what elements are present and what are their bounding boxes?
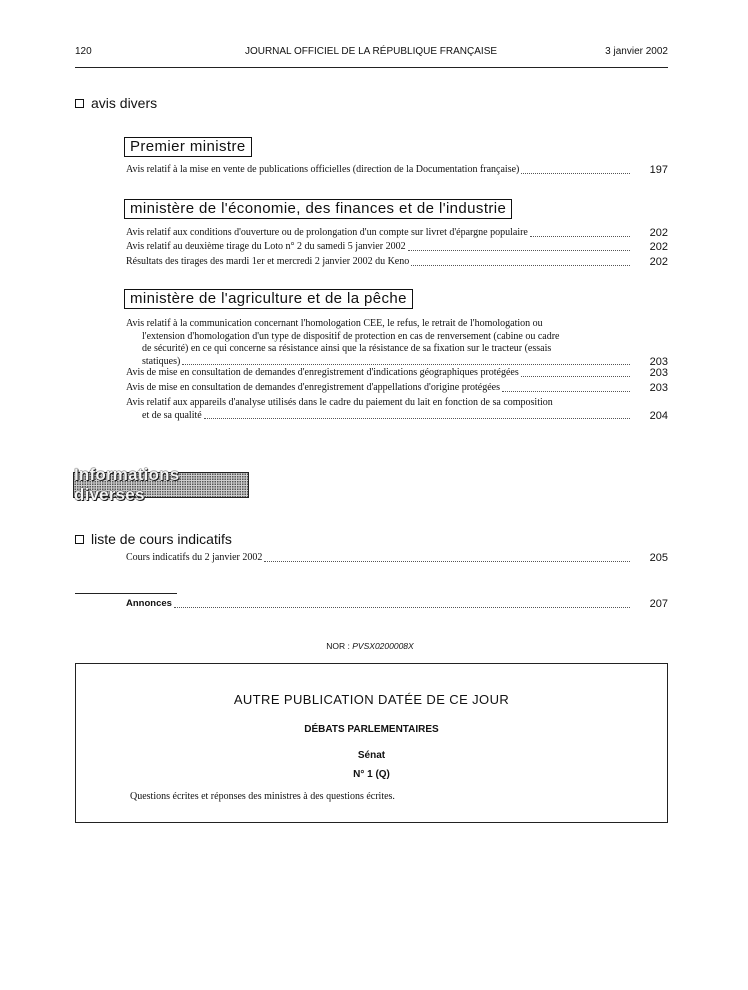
toc-entry-text: Cours indicatifs du 2 janvier 2002 xyxy=(126,552,263,563)
toc-entry-text: Avis de mise en consultation de demandes d'enregistrement d'indications géographiques protégées xyxy=(126,367,519,378)
nor-code: PVSX0200008X xyxy=(352,641,414,651)
toc-entry-text: Avis relatif aux conditions d'ouverture ou de prolongation d'un compte sur livret d'épargne populaire xyxy=(126,227,528,238)
toc-entry-text: Avis de mise en consultation de demandes d'enregistrement d'appellations d'origine protégées xyxy=(126,382,501,393)
toc-entry-line: l'extension d'homologation d'un type de dispositif de protection en cas de renversement (cabine ou cadre xyxy=(142,330,560,342)
leader-dots xyxy=(502,390,630,392)
autre-publication-subtitle: DÉBATS PARLEMENTAIRES xyxy=(304,724,439,735)
leader-dots xyxy=(408,249,630,251)
informations-diverses-banner xyxy=(73,465,249,504)
toc-entry[interactable] xyxy=(126,256,668,269)
leader-dots xyxy=(521,375,630,377)
leader-dots xyxy=(521,172,630,174)
section-liste-cours xyxy=(75,531,232,547)
page-number: 120 xyxy=(75,46,92,57)
toc-entry[interactable] xyxy=(126,318,668,368)
nor-label: NOR : xyxy=(326,641,350,651)
checkbox-square-icon xyxy=(75,535,84,544)
ministry-heading-economie: ministère de l'économie, des finances et de l'industrie xyxy=(124,199,512,219)
toc-page: 202 xyxy=(649,241,668,253)
leader-dots xyxy=(530,235,630,237)
toc-entry[interactable] xyxy=(126,241,668,254)
toc-entry-line: Avis relatif à la communication concernant l'homologation CEE, le refus, le retrait de l'homologation ou xyxy=(126,318,543,329)
toc-page: 202 xyxy=(649,256,668,268)
toc-entry-text: Résultats des tirages des mardi 1er et mercredi 2 janvier 2002 du Keno xyxy=(126,256,410,267)
toc-page: 202 xyxy=(649,227,668,239)
nor-reference xyxy=(0,641,744,651)
ministry-heading-agriculture: ministère de l'agriculture et de la pêche xyxy=(124,289,413,309)
toc-entry-line: statiques) xyxy=(142,355,181,367)
toc-entry[interactable] xyxy=(126,382,668,395)
toc-entry[interactable] xyxy=(126,227,668,240)
leader-dots xyxy=(411,264,630,266)
toc-entry-text: Avis relatif au deuxième tirage du Loto n° 2 du samedi 5 janvier 2002 xyxy=(126,241,406,252)
section-heading: avis divers xyxy=(91,95,158,111)
autre-publication-title: AUTRE PUBLICATION DATÉE DE CE JOUR xyxy=(233,692,510,707)
toc-page: 203 xyxy=(649,382,668,394)
section-avis-divers xyxy=(75,95,157,111)
toc-entry-line: et de sa qualité xyxy=(142,409,202,421)
toc-page: 204 xyxy=(649,409,668,422)
toc-entry-line: Avis relatif aux appareils d'analyse utilisés dans le cadre du paiement du lait en fonction de sa composition xyxy=(126,397,553,408)
toc-page: 197 xyxy=(649,164,668,176)
toc-entry[interactable] xyxy=(126,552,668,565)
toc-page: 207 xyxy=(649,598,668,610)
banner-label: Informations diverses xyxy=(74,465,180,504)
autre-publication-description: Questions écrites et réponses des ministres à des questions écrites. xyxy=(130,791,395,802)
toc-entry-line: de sécurité) en ce qui concerne sa résistance ainsi que la résistance de sa fixation sur le tracteur (essais xyxy=(142,343,552,354)
section-heading: liste de cours indicatifs xyxy=(91,531,232,547)
checkbox-square-icon xyxy=(75,99,84,108)
toc-page: 203 xyxy=(649,367,668,379)
toc-entry-text: Annonces xyxy=(126,598,172,609)
header-rule xyxy=(75,67,668,68)
toc-entry[interactable] xyxy=(126,367,668,380)
autre-publication-box xyxy=(75,663,668,823)
separator-rule xyxy=(75,593,177,594)
leader-dots xyxy=(264,560,630,562)
autre-publication-chamber: Sénat xyxy=(357,750,386,761)
toc-entry-text: Avis relatif à la mise en vente de publications officielles (direction de la Documentation française) xyxy=(126,164,520,175)
autre-publication-number: N° 1 (Q) xyxy=(353,769,390,780)
leader-dots xyxy=(204,417,630,419)
journal-title: JOURNAL OFFICIEL DE LA RÉPUBLIQUE FRANÇAISE xyxy=(244,46,498,57)
toc-entry[interactable] xyxy=(126,164,668,177)
toc-page: 203 xyxy=(649,355,668,368)
header-date: 3 janvier 2002 xyxy=(605,46,668,57)
ministry-heading-premier-ministre: Premier ministre xyxy=(124,137,252,157)
toc-entry[interactable] xyxy=(126,397,668,422)
toc-page: 205 xyxy=(649,552,668,564)
leader-dots xyxy=(174,606,630,608)
toc-entry-annonces[interactable] xyxy=(126,598,668,611)
leader-dots xyxy=(182,363,630,365)
